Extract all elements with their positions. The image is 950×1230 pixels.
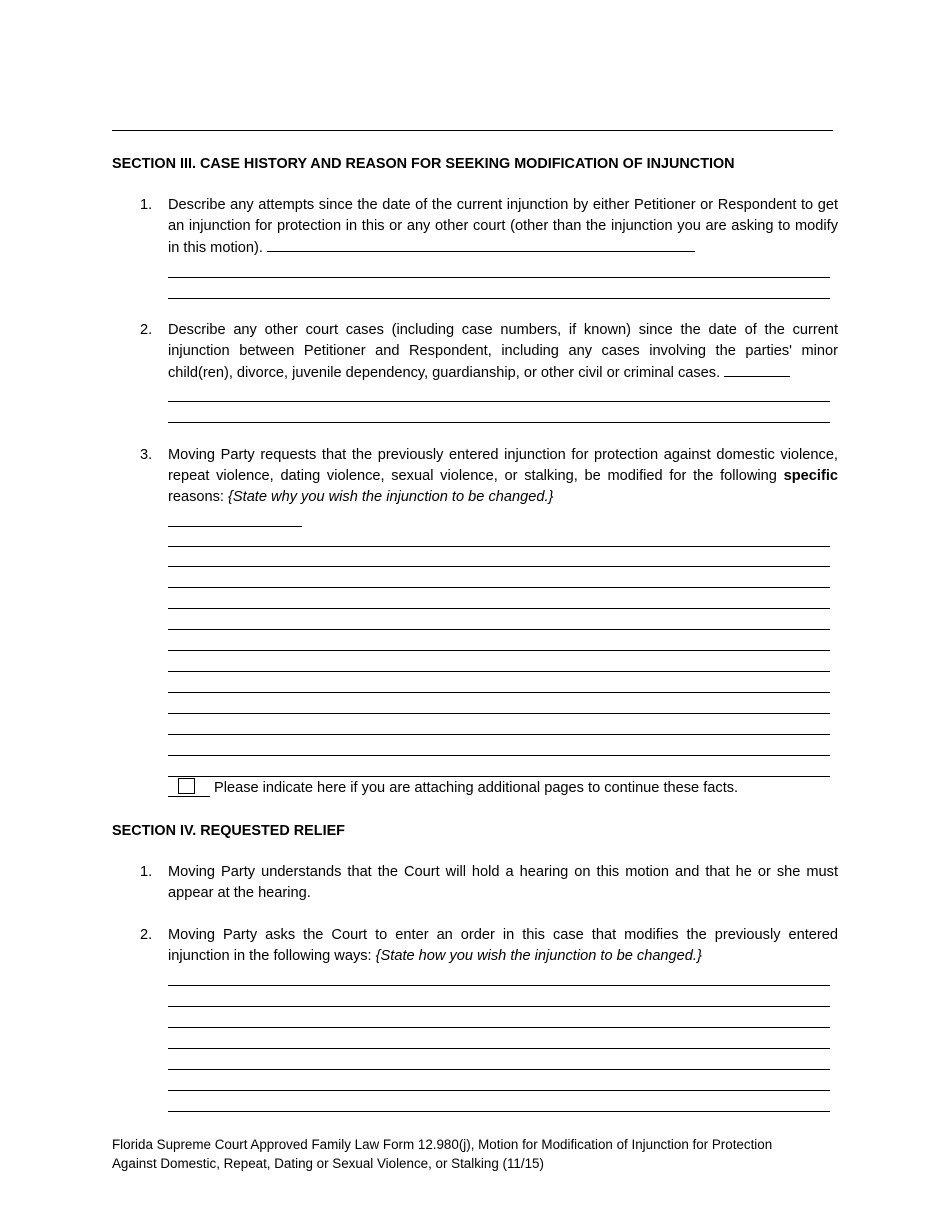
s3-item-2-fill-inline[interactable] <box>724 362 790 377</box>
s3-item-3-short-line[interactable] <box>168 526 302 527</box>
section-3-title: SECTION III. CASE HISTORY AND REASON FOR SEEKING MODIFICATION OF INJUNCTION <box>112 156 735 172</box>
s4-item-2-line[interactable] <box>168 1048 830 1049</box>
s3-item-3-number: 3. <box>140 447 153 463</box>
attach-pages-checkbox[interactable] <box>178 778 195 794</box>
s4-item-2-line[interactable] <box>168 1069 830 1070</box>
attach-pages-label: Please indicate here if you are attaching additional pages to continue these facts. <box>214 780 739 796</box>
s3-item-1-text <box>168 195 838 259</box>
s3-item-2-text <box>168 320 838 384</box>
s4-item-2-number: 2. <box>140 927 153 943</box>
s4-item-1-text: Moving Party understands that the Court will hold a hearing on this motion and that he or she must appear at the hearing. <box>168 864 838 901</box>
s4-item-2-body: Moving Party asks the Court to enter an order in this case that modifies the previously entered injunction in the following ways: <box>168 927 838 964</box>
s3-item-2-body: Describe any other court cases (including case numbers, if known) since the date of the current injunction between Petitioner and Respondent, including any cases involving the parties' minor child(ren), divorce, juvenile dependency, guardianship, or other civil or criminal cases. <box>168 322 838 381</box>
footer-line-2: Against Domestic, Repeat, Dating or Sexual Violence, or Stalking (11/15) <box>112 1155 544 1171</box>
s4-item-2-line[interactable] <box>168 1006 830 1007</box>
s3-item-3-body: Moving Party requests that the previously entered injunction for protection against domestic violence, repeat violence, dating violence, sexual violence, or stalking, be modified for the following <box>168 447 838 484</box>
s3-item-1-fill-inline[interactable] <box>267 237 695 252</box>
s4-item-2-text <box>168 925 838 967</box>
s4-item-2-line[interactable] <box>168 1111 830 1112</box>
s3-item-3-body-after: reasons: <box>168 489 229 505</box>
s3-item-3-bold: specific <box>783 468 838 484</box>
attach-pages-underline <box>168 796 210 797</box>
s3-item-1-body: Describe any attempts since the date of the current injunction by either Petitioner or Respondent to get an injunction for protection in this or any other court (other than the injunction you are asking to modify in this motion). <box>168 197 838 256</box>
s3-item-3-line[interactable] <box>168 566 830 567</box>
header-divider <box>112 130 833 131</box>
s4-item-2-instruction: {State how you wish the injunction to be changed.} <box>375 948 702 964</box>
s3-item-3-line[interactable] <box>168 755 830 756</box>
s3-item-3-text <box>168 445 838 508</box>
s3-item-3-line[interactable] <box>168 650 830 651</box>
s3-item-3-line[interactable] <box>168 629 830 630</box>
s3-item-2-line[interactable] <box>168 422 830 423</box>
s4-item-2-line[interactable] <box>168 1090 830 1091</box>
s3-item-3-line[interactable] <box>168 671 830 672</box>
s3-item-3-line[interactable] <box>168 587 830 588</box>
form-footer <box>112 1136 872 1173</box>
s3-item-3-line[interactable] <box>168 734 830 735</box>
s3-item-2-line[interactable] <box>168 401 830 402</box>
s3-item-3-line[interactable] <box>168 692 830 693</box>
s3-item-1-line[interactable] <box>168 298 830 299</box>
s4-item-1-number: 1. <box>140 864 153 880</box>
s3-item-3-line[interactable] <box>168 546 830 547</box>
footer-line-1: Florida Supreme Court Approved Family Law Form 12.980(j), Motion for Modification of Injunction for Protection <box>112 1137 773 1152</box>
s4-item-2-line[interactable] <box>168 1027 830 1028</box>
s3-item-1-line[interactable] <box>168 277 830 278</box>
s3-item-3-line[interactable] <box>168 713 830 714</box>
section-4-title: SECTION IV. REQUESTED RELIEF <box>112 823 345 839</box>
s3-item-1-number: 1. <box>140 197 153 213</box>
s4-item-2-line[interactable] <box>168 985 830 986</box>
s3-item-3-line[interactable] <box>168 776 830 777</box>
s3-item-2-number: 2. <box>140 322 153 338</box>
s3-item-3-line[interactable] <box>168 608 830 609</box>
s3-item-3-instruction: {State why you wish the injunction to be changed.} <box>228 489 554 505</box>
